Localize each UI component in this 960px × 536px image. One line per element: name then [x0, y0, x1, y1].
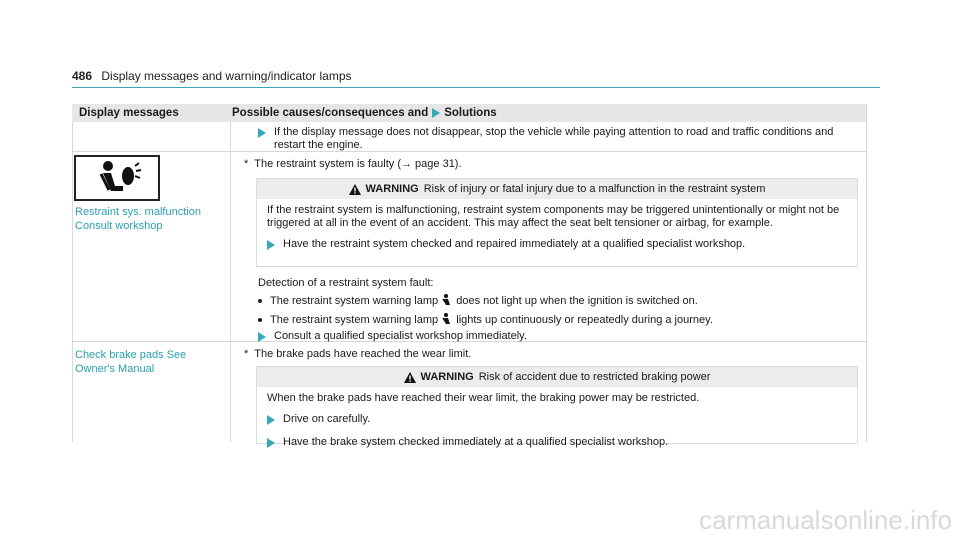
solution-arrow-icon [258, 128, 266, 138]
solution-arrow-icon [258, 332, 266, 342]
solution-arrow-icon [267, 438, 275, 448]
column-divider [230, 122, 231, 442]
table-header [72, 104, 866, 122]
warning-header [257, 367, 857, 387]
warning-box-restraint [256, 178, 858, 267]
row1-content [244, 157, 864, 171]
bullet-dot [258, 299, 262, 303]
msg-brake-line2: Owner's Manual [75, 363, 155, 375]
header-divider [72, 87, 880, 88]
warning-triangle-icon [349, 184, 361, 195]
msg-restraint-line1: Restraint sys. malfunction [75, 206, 201, 218]
warning-text: If the restraint system is malfunctioning, restraint system components may be triggered unintentionally or might not be triggered at all in the event of an accident. This may affect the seat belt tensioner or airbag, for example. [267, 204, 840, 229]
warning-title: Risk of accident due to restricted braking power [478, 371, 711, 383]
col-header-messages: Display messages [79, 107, 179, 119]
seatbelt-warning-lamp-icon [441, 294, 453, 306]
cause-marker: * [244, 348, 249, 360]
cause-marker: * [244, 158, 249, 170]
msg-brake-pads [75, 348, 186, 376]
bullet-dot [258, 318, 262, 322]
final-solution: Consult a qualified specialist workshop immediately. [274, 330, 527, 342]
row2-cause: The brake pads have reached the wear limit. [254, 348, 472, 360]
row2-content [244, 347, 864, 361]
list-item: The restraint system warning lamp does not light up when the ignition is switched on. [258, 294, 858, 308]
table-right-border [866, 104, 867, 442]
solution-arrow-icon [267, 240, 275, 250]
page-title: Display messages and warning/indicator lamps [101, 69, 352, 83]
row0-solution-text: If the display message does not disappear, stop the vehicle while paying attention to road and traffic conditions and restart the engine. [274, 126, 834, 151]
warning-title: Risk of injury or fatal injury due to a malfunction in the restraint system [423, 183, 766, 195]
table-left-border [72, 122, 73, 442]
warning-header [257, 179, 857, 199]
msg-restraint-line2: Consult workshop [75, 220, 163, 232]
watermark: carmanualsonline.info [699, 505, 952, 535]
msg-brake-line1: Check brake pads See [75, 349, 187, 361]
warning-triangle-icon [404, 372, 416, 383]
page-number: 486 [72, 69, 93, 83]
warning-label: WARNING [420, 371, 474, 383]
solution-arrow-icon [432, 108, 440, 118]
airbag-seatbelt-icon [91, 160, 143, 196]
warning-text: When the brake pads have reached their wear limit, the braking power may be restricted. [267, 392, 700, 404]
brake-solution-2: Have the brake system checked immediately at a qualified specialist workshop. [283, 436, 669, 448]
col-header-causes: Possible causes/consequences and Solutions [232, 107, 497, 119]
warning-label: WARNING [365, 183, 419, 195]
brake-solution-1: Drive on carefully. [283, 413, 371, 425]
seatbelt-warning-lamp-icon [441, 313, 453, 325]
row1-cause: The restraint system is faulty (→ page 31). [254, 158, 462, 170]
detection-section [258, 276, 858, 343]
detection-title: Detection of a restraint system fault: [258, 277, 434, 289]
restraint-system-indicator [74, 155, 160, 201]
list-item: The restraint system warning lamp lights up continuously or repeatedly during a journey. [258, 313, 858, 327]
row0-solution [258, 126, 858, 152]
solution-arrow-icon [267, 415, 275, 425]
page-header [72, 69, 352, 83]
msg-restraint [75, 205, 201, 233]
warning-box-brake [256, 366, 858, 448]
warning-solution: Have the restraint system checked and repaired immediately at a qualified specialist workshop. [283, 238, 746, 250]
